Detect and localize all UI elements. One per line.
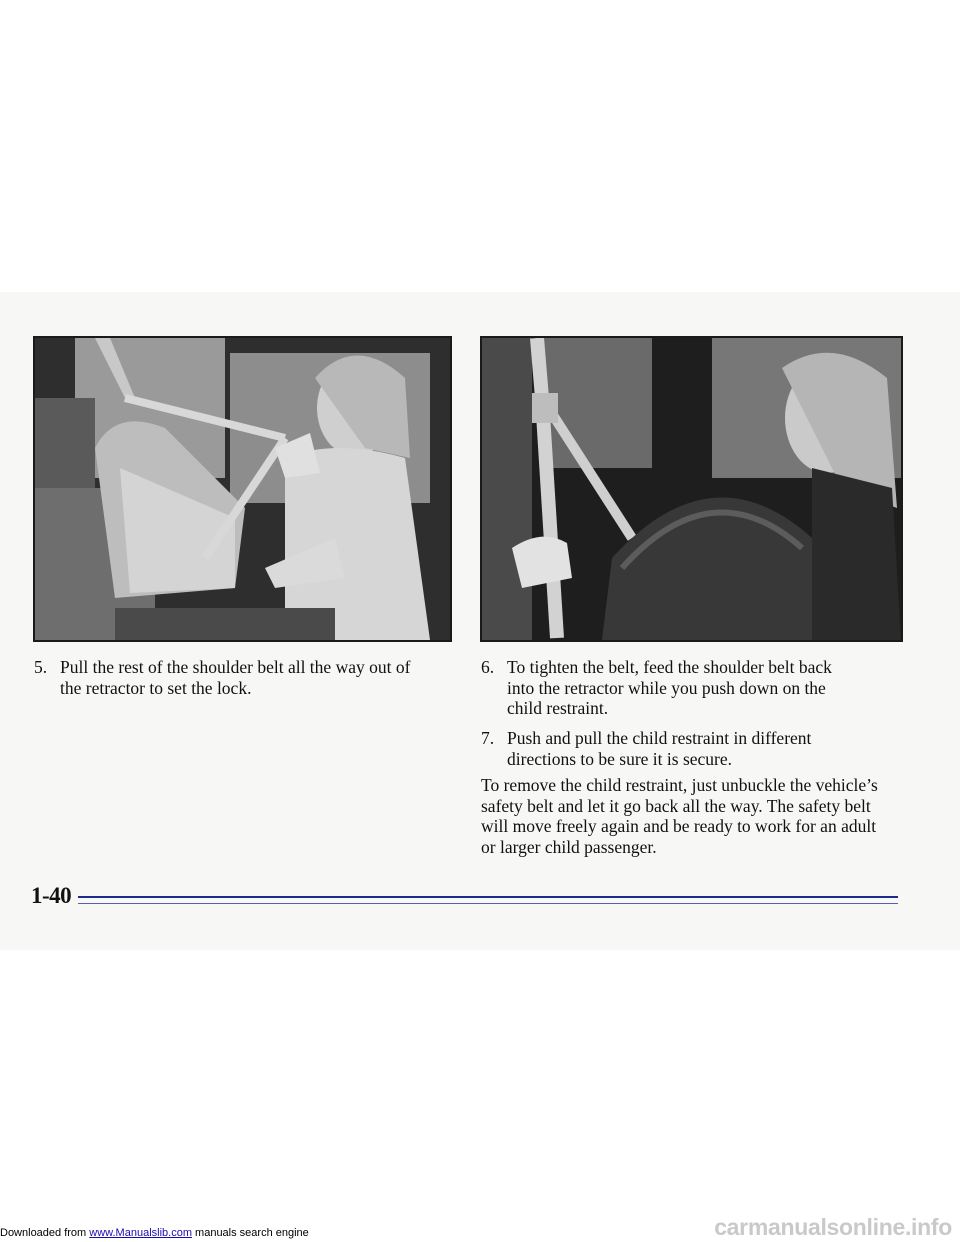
paragraph-line: safety belt and let it go back all the way. The safety belt: [481, 795, 871, 816]
step-text-line: To tighten the belt, feed the shoulder belt back: [507, 657, 832, 677]
step-text-line: Pull the rest of the shoulder belt all the way out of: [60, 657, 411, 677]
step-text-line: into the retractor while you push down on the: [507, 677, 826, 698]
watermark: carmanualsonline.info: [714, 1214, 952, 1240]
step-text-line: directions to be sure it is secure.: [507, 748, 733, 769]
paragraph-line: will move freely again and be ready to work for an adult: [481, 816, 877, 836]
step-text-line: the retractor to set the lock.: [60, 677, 252, 698]
footer-prefix: Downloaded from: [0, 1227, 90, 1239]
step-number: 7.: [481, 728, 495, 748]
step-text-line: Push and pull the child restraint in different: [507, 728, 812, 748]
paragraph-line: or larger child passenger.: [481, 836, 657, 857]
illustration-child-seat-belt-pull: [33, 336, 452, 642]
paragraph-line: To remove the child restraint, just unbuckle the vehicle’s: [481, 775, 878, 795]
step-number: 5.: [34, 657, 48, 677]
manualslib-link[interactable]: www.Manualslib.com: [89, 1227, 192, 1239]
footer-suffix: manuals search engine: [191, 1227, 309, 1239]
download-footer: [0, 1227, 309, 1239]
remove-restraint-paragraph: [481, 775, 906, 857]
page-rule: [78, 896, 898, 898]
page-rule-thin: [78, 903, 898, 904]
illustration-belt-tighten: [480, 336, 903, 642]
step-number: 6.: [481, 657, 495, 677]
page-number: 1-40: [31, 883, 72, 908]
step-text-line: child restraint.: [507, 698, 609, 718]
